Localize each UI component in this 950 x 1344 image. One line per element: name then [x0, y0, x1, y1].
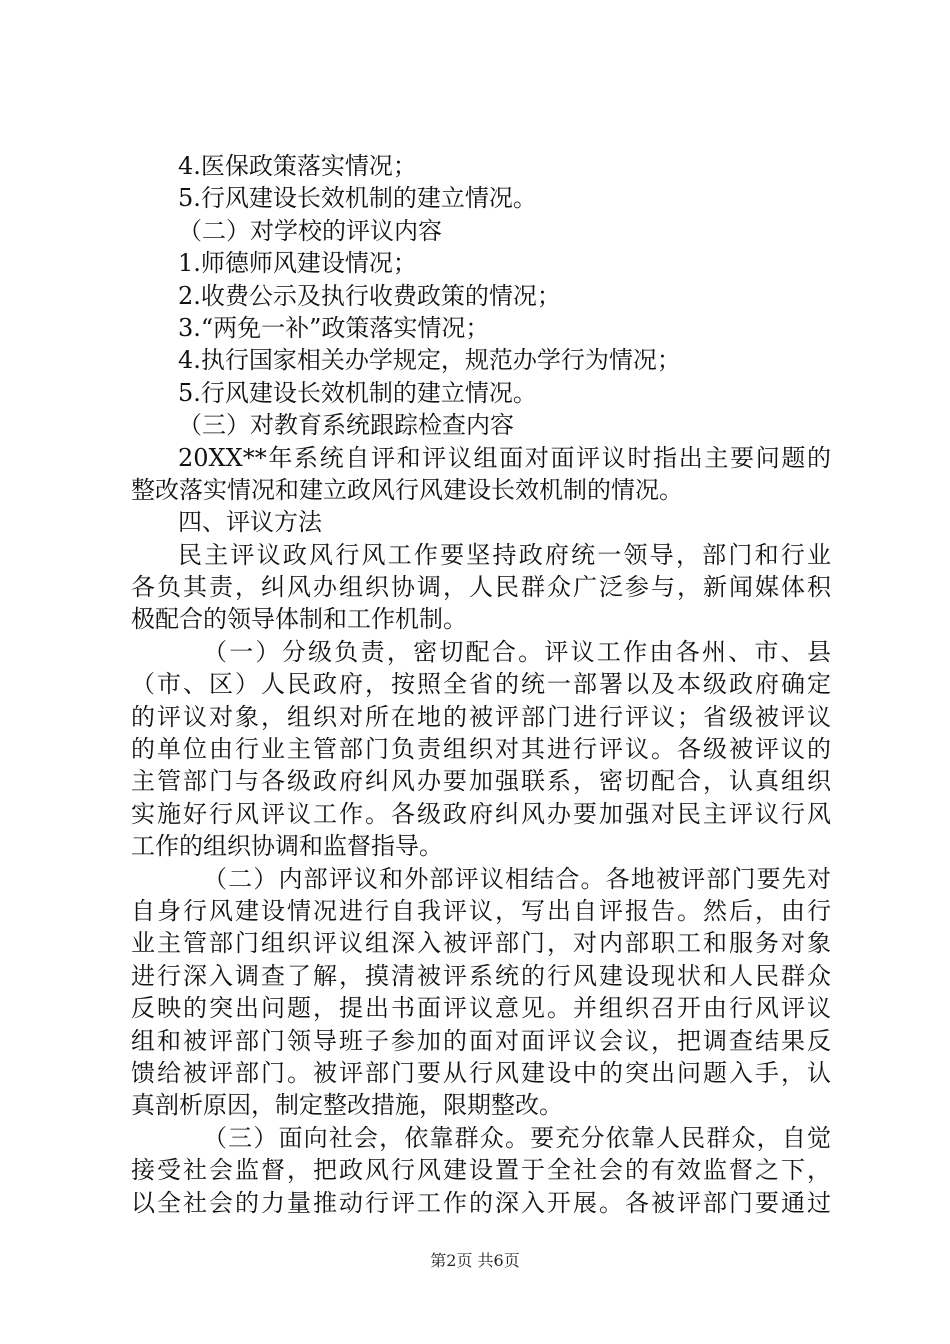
text-line: 反映的突出问题，提出书面评议意见。并组织召开由行风评议: [131, 994, 831, 1023]
text-line: 3.“两免一补”政策落实情况；: [178, 313, 490, 342]
text-line: 接受社会监督，把政风行风建设置于全社会的有效监督之下，: [131, 1156, 831, 1185]
text-line: 的单位由行业主管部门负责组织对其进行评议。各级被评议的: [131, 735, 831, 764]
text-line: 极配合的领导体制和工作机制。: [131, 605, 467, 634]
section-heading: （三）对教育系统跟踪检查内容: [178, 411, 514, 440]
text-line: 实施好行风评议工作。各级政府纠风办要加强对民主评议行风: [131, 799, 831, 828]
text-line: 馈给被评部门。被评部门要从行风建设中的突出问题入手，认: [131, 1058, 831, 1087]
text-line: （一）分级负责，密切配合。评议工作由各州、市、县: [203, 637, 831, 666]
document-body: [131, 150, 831, 1219]
text-line: 进行深入调查了解，摸清被评系统的行风建设现状和人民群众: [131, 961, 831, 990]
text-line: 真剖析原因，制定整改措施，限期整改。: [131, 1091, 563, 1120]
text-line: 1.师德师风建设情况；: [178, 249, 417, 278]
text-line: 组和被评部门领导班子参加的面对面评议会议，把调查结果反: [131, 1026, 831, 1055]
text-line: 5.行风建设长效机制的建立情况。: [178, 184, 537, 213]
text-line: 工作的组织协调和监督指导。: [131, 832, 443, 861]
section-heading: 四、评议方法: [178, 508, 322, 537]
text-line: 民主评议政风行风工作要坚持政府统一领导，部门和行业: [178, 540, 831, 569]
text-line: 2.收费公示及执行收费政策的情况；: [178, 281, 561, 310]
text-line: 以全社会的力量推动行评工作的深入开展。各被评部门要通过: [131, 1188, 831, 1217]
text-line: 主管部门与各级政府纠风办要加强联系，密切配合，认真组织: [131, 767, 831, 796]
page-number: 第2页 共6页: [430, 1251, 520, 1270]
text-line: （二）内部评议和外部评议相结合。各地被评部门要先对: [203, 864, 831, 893]
page-footer: [0, 1251, 950, 1271]
text-line: 各负其责，纠风办组织协调，人民群众广泛参与，新闻媒体积: [131, 573, 831, 602]
text-line: 4.执行国家相关办学规定，规范办学行为情况；: [178, 346, 681, 375]
text-line: 5.行风建设长效机制的建立情况。: [178, 378, 537, 407]
text-line: 4.医保政策落实情况；: [178, 152, 417, 180]
text-line: （三）面向社会，依靠群众。要充分依靠人民群众，自觉: [203, 1123, 831, 1152]
text-line: 20XX**年系统自评和评议组面对面评议时指出主要问题的: [178, 443, 831, 472]
text-line: 业主管部门组织评议组深入被评部门，对内部职工和服务对象: [131, 929, 831, 958]
text-line: 整改落实情况和建立政风行风建设长效机制的情况。: [131, 475, 683, 504]
section-heading: （二）对学校的评议内容: [178, 216, 442, 245]
text-line: 的评议对象，组织对所在地的被评部门进行评议；省级被评议: [131, 702, 831, 731]
text-line: 自身行风建设情况进行自我评议，写出自评报告。然后，由行: [131, 896, 831, 925]
text-line: （市、区）人民政府，按照全省的统一部署以及本级政府确定: [131, 670, 831, 699]
